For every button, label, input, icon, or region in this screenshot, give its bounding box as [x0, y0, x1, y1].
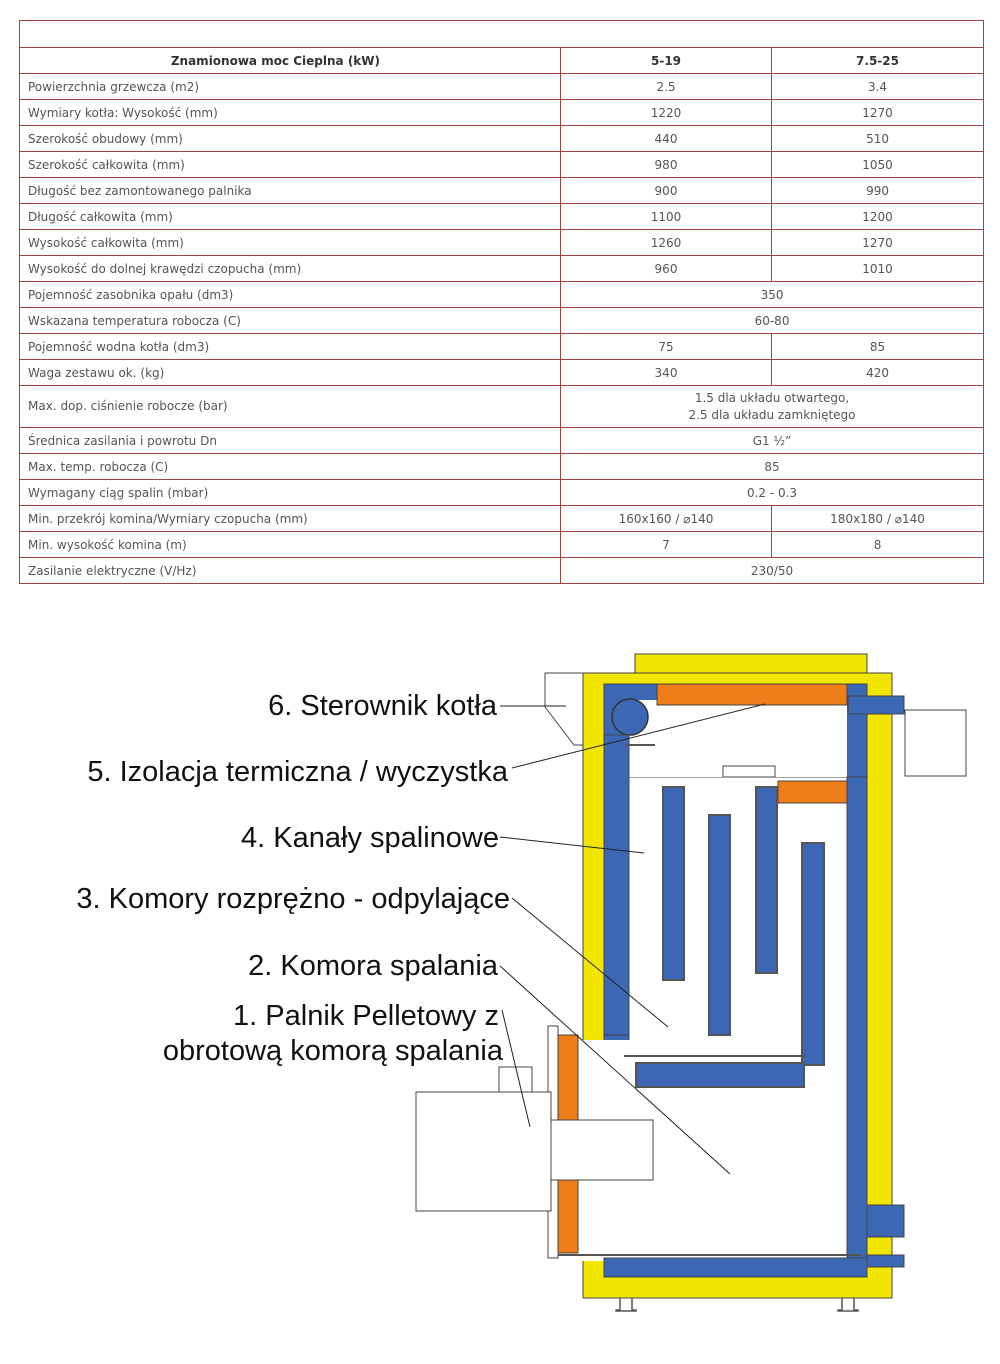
row-value-merged: 350 — [561, 282, 984, 308]
row-label: Pojemność zasobnika opału (dm3) — [20, 282, 561, 308]
table-row — [20, 558, 984, 584]
table-row — [20, 454, 984, 480]
table-header-row — [20, 48, 984, 74]
table-row — [20, 256, 984, 282]
row-value-merged: 0.2 - 0.3 — [561, 480, 984, 506]
row-value-merged: 60-80 — [561, 308, 984, 334]
table-row — [20, 480, 984, 506]
row-label: Wysokość całkowita (mm) — [20, 230, 561, 256]
label-1-line2: obrotową komorą spalania — [162, 1035, 503, 1067]
foot-right — [838, 1298, 858, 1311]
row-value-col-2: 1200 — [772, 204, 984, 230]
table-row — [20, 74, 984, 100]
label-1-line1: 1. Palnik Pelletowy z — [233, 1000, 499, 1032]
table-row — [20, 152, 984, 178]
upper-passage — [629, 700, 847, 777]
table-body — [20, 74, 984, 584]
supply-connection — [867, 1255, 904, 1267]
row-label: Max. temp. robocza (C) — [20, 454, 561, 480]
row-label: Długość całkowita (mm) — [20, 204, 561, 230]
spec-table — [19, 20, 984, 584]
table-row — [20, 532, 984, 558]
row-value-col-1: 160x160 / ⌀140 — [561, 506, 772, 532]
table-row — [20, 204, 984, 230]
flue-channel-3 — [756, 787, 777, 973]
flue-channel-2 — [709, 815, 730, 1035]
table-row — [20, 506, 984, 532]
table-row — [20, 308, 984, 334]
table-row — [20, 334, 984, 360]
row-value-col-1: 980 — [561, 152, 772, 178]
label-4: 4. Kanały spalinowe — [241, 822, 499, 854]
row-value-col-1: 2.5 — [561, 74, 772, 100]
row-value-merged: 85 — [561, 454, 984, 480]
cleanout-door-top — [723, 766, 775, 777]
row-value-col-1: 75 — [561, 334, 772, 360]
row-value-col-2: 990 — [772, 178, 984, 204]
burner-feed-stub — [499, 1067, 532, 1092]
row-value-col-2: 1050 — [772, 152, 984, 178]
row-value-line: 1.5 dla układu otwartego, — [694, 390, 850, 405]
controller-box — [545, 673, 583, 745]
right-jacket-column — [847, 777, 867, 1261]
table-row — [20, 360, 984, 386]
row-label: Min. wysokość komina (m) — [20, 532, 561, 558]
row-value-col-2: 510 — [772, 126, 984, 152]
row-value-col-2: 1270 — [772, 100, 984, 126]
table-row — [20, 100, 984, 126]
burner-tube — [551, 1120, 653, 1180]
foot-left — [616, 1298, 636, 1311]
row-label: Pojemność wodna kotła (dm3) — [20, 334, 561, 360]
row-value-merged: G1 ½” — [561, 428, 984, 454]
row-value-col-2: 1010 — [772, 256, 984, 282]
row-label: Wymagany ciąg spalin (mbar) — [20, 480, 561, 506]
top-cap — [635, 654, 867, 673]
right-refractory — [778, 781, 847, 803]
row-value-col-2: 180x180 / ⌀140 — [772, 506, 984, 532]
row-value-merged — [561, 386, 984, 428]
row-value-col-1: 1260 — [561, 230, 772, 256]
table-row — [20, 282, 984, 308]
header-label: Znamionowa moc Cieplna (kW) — [20, 48, 561, 74]
row-label: Szerokość całkowita (mm) — [20, 152, 561, 178]
row-label: Długość bez zamontowanego palnika — [20, 178, 561, 204]
burner-body — [416, 1092, 551, 1211]
upper-baffle-refractory — [657, 684, 847, 705]
lower-baffle — [636, 1063, 804, 1087]
return-connection — [867, 1205, 904, 1237]
flue-channel-1 — [663, 787, 684, 980]
bottom-jacket — [604, 1258, 867, 1277]
row-value-col-2: 3.4 — [772, 74, 984, 100]
upper-flue-tube — [612, 699, 648, 735]
row-label: Średnica zasilania i powrotu Dn — [20, 428, 561, 454]
row-value-col-1: 960 — [561, 256, 772, 282]
table-top-row — [20, 21, 984, 48]
row-label: Waga zestawu ok. (kg) — [20, 360, 561, 386]
row-label: Powierzchnia grzewcza (m2) — [20, 74, 561, 100]
row-value-col-2: 1270 — [772, 230, 984, 256]
header-col-2: 7.5-25 — [772, 48, 984, 74]
row-label: Min. przekrój komina/Wymiary czopucha (mm) — [20, 506, 561, 532]
row-value-col-1: 900 — [561, 178, 772, 204]
row-value-col-1: 1220 — [561, 100, 772, 126]
row-value-col-2: 8 — [772, 532, 984, 558]
label-3: 3. Komory rozprężno - odpylające — [76, 883, 510, 915]
label-2: 2. Komora spalania — [248, 950, 498, 982]
row-value-merged: 230/50 — [561, 558, 984, 584]
row-value-col-2: 85 — [772, 334, 984, 360]
row-label: Szerokość obudowy (mm) — [20, 126, 561, 152]
label-6: 6. Sterownik kotła — [268, 690, 497, 722]
left-jacket-upper — [604, 735, 629, 1035]
row-value-col-1: 440 — [561, 126, 772, 152]
table-row — [20, 126, 984, 152]
row-value-col-2: 420 — [772, 360, 984, 386]
flue-outlet-pipe — [848, 696, 904, 714]
table-row — [20, 230, 984, 256]
boiler-cross-section-diagram — [0, 600, 1000, 1364]
table-row — [20, 428, 984, 454]
row-value-col-1: 1100 — [561, 204, 772, 230]
row-value-col-1: 7 — [561, 532, 772, 558]
label-5: 5. Izolacja termiczna / wyczystka — [87, 756, 508, 788]
header-col-1: 5-19 — [561, 48, 772, 74]
row-label: Wymiary kotła: Wysokość (mm) — [20, 100, 561, 126]
flue-channel-4 — [802, 843, 824, 1065]
flue-outlet — [905, 710, 966, 776]
row-label: Wskazana temperatura robocza (C) — [20, 308, 561, 334]
row-value-col-1: 340 — [561, 360, 772, 386]
row-value-line: 2.5 dla układu zamkniętego — [688, 407, 856, 422]
row-label: Zasilanie elektryczne (V/Hz) — [20, 558, 561, 584]
table-row — [20, 178, 984, 204]
table-row — [20, 386, 984, 428]
row-label: Wysokość do dolnej krawędzi czopucha (mm) — [20, 256, 561, 282]
row-label: Max. dop. ciśnienie robocze (bar) — [20, 386, 561, 428]
